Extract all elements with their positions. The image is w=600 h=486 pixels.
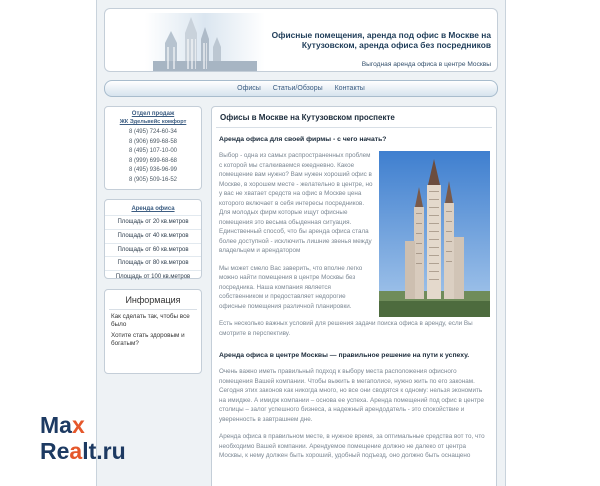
sales-title-link[interactable]: Отдел продаж (131, 111, 175, 117)
rent-title-link[interactable]: Аренда офиса (131, 206, 175, 212)
phone-number: 8 (905) 509-16-52 (128, 176, 178, 183)
info-box (104, 289, 202, 374)
paragraph: Есть несколько важных условий для решения задачи поиска офиса в аренду, если Вы смотрите в перспективу. (219, 320, 473, 337)
nav-link-offices[interactable]: Офисы (237, 85, 261, 92)
paragraph: Аренда офиса в правильном месте, в нужное время, за оптимальные средства вот то, что необходимо Вашей компании. Арендуемое помещение должно не далеко от центра Москвы, к нему должен быть хороший, удобный подъезд, оно должно быть оснащено (219, 433, 485, 459)
office-tower-photo (379, 151, 490, 317)
paragraph: Очень важно иметь правильный подход к выбору места расположения офисного помещения Вашей компании. Чтобы выжить в мегаполисе, нужно жить по его законам. Сегодня этих законов как никогда много, но все они сводятся к одному: нельзя экономить на имидже. А имидж компании – основа ее успеха. Аренда помещений под офис в центре столицы – залог успешного бизнеса, а надежный арендодатель - это спокойствие и уверенность в завтрашнем дне. (219, 368, 485, 423)
rent-areas-box (104, 199, 202, 279)
info-list (105, 310, 201, 349)
nav-link-articles[interactable]: Статьи/Обзоры (272, 85, 323, 92)
nav-link-contacts[interactable]: Контакты (334, 85, 365, 92)
phone-number: 8 (495) 724-60-34 (128, 129, 178, 135)
sales-subtitle-link[interactable]: ЖК Эдельвейс комфорт (119, 119, 187, 125)
area-link-40[interactable]: Площадь от 40 кв.метров (105, 229, 201, 243)
header-building-image (145, 13, 265, 72)
paragraph: Выбор - одна из самых распространенных проблем с которой мы сталкиваемся ежедневно. Какое помещение вам нужно? Вам нужен хороший офис в Москве, в хорошем месте - желательно в центре, но у вас не хватает средств на офис в Москве цена которого включает в себя интересы посредников. Для молодых фирм которые ищут офисные помещения это весьма обыденная ситуация. Единственный способ, что бы аренда офиса стала более доступной - исключить лишние звенья между владельцем и арендатором (219, 152, 373, 254)
maxrealt-watermark-logo: Max Realt.ru (40, 412, 126, 464)
site-title: Офисные помещения, аренда под офис в Москве на Кутузовском, аренда офиса без посредников (271, 30, 491, 50)
area-link-20[interactable]: Площадь от 20 кв.метров (105, 215, 201, 229)
section-heading: Аренда офиса для своей фирмы - с чего начать? (219, 136, 387, 143)
section-heading: Аренда офиса в центре Москвы — правильное решение на пути к успеху. (219, 352, 470, 359)
main-navigation (104, 80, 498, 97)
sales-contacts-box (104, 106, 202, 190)
info-link-item[interactable]: Хотите стать здоровым и богатым? (111, 331, 185, 348)
info-title: Информация (109, 295, 197, 310)
main-content (211, 106, 497, 486)
page-title: Офисы в Москве на Кутузовском проспекте (216, 110, 492, 128)
phone-number: 8 (999) 699-68-68 (128, 157, 178, 164)
phone-number: 8 (495) 936-96-99 (128, 167, 178, 174)
area-link-80[interactable]: Площадь от 80 кв.метров (105, 256, 201, 270)
site-subtitle: Выгодная аренда офиса в центре Москвы (361, 61, 491, 68)
area-link-100[interactable]: Площадь от 100 кв.метров (105, 270, 201, 284)
phone-number: 8 (495) 107-10-00 (128, 148, 178, 155)
info-link-item[interactable]: Как сделать так, чтобы все было (111, 313, 190, 329)
area-link-60[interactable]: Площадь от 60 кв.метров (105, 243, 201, 257)
paragraph: Мы может смело Вас заверить, что вполне легко можно найти помещения в центре Москвы без посредника. Наша компания является собственником и предоставляет недорогие офисные помещения различной планировки. (219, 264, 363, 310)
site-header (104, 8, 498, 72)
page-container (96, 0, 506, 486)
phone-number: 8 (906) 699-68-58 (128, 138, 178, 145)
